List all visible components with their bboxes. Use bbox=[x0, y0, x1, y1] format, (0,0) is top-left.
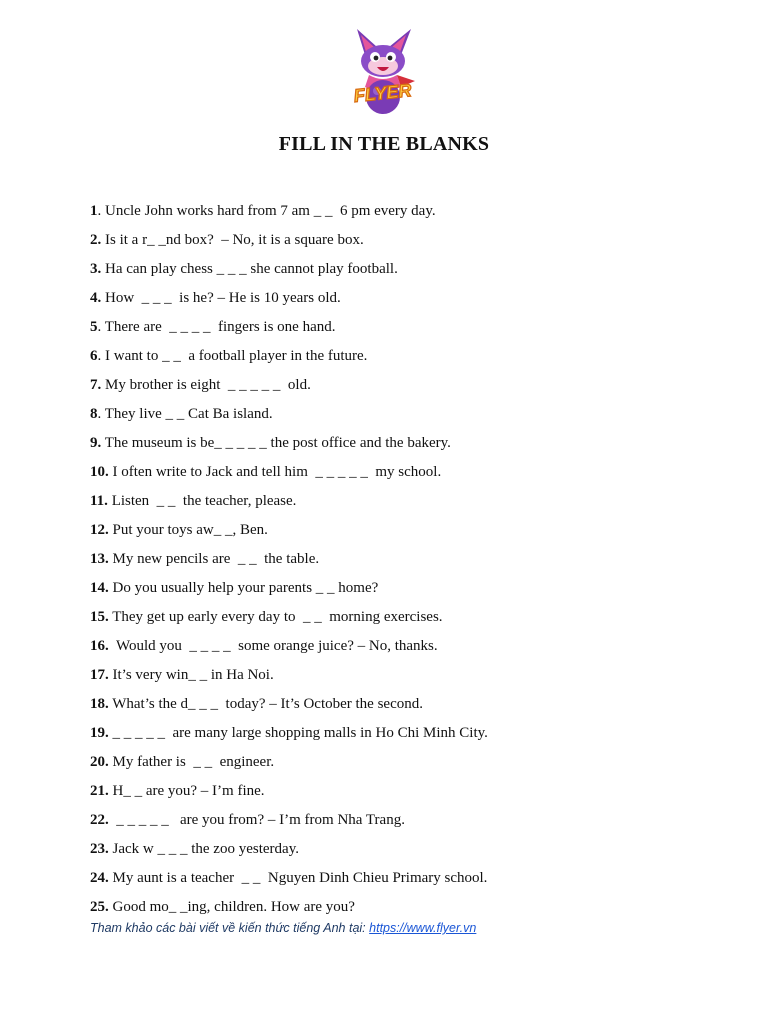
question-number: 6 bbox=[90, 348, 98, 364]
question-item bbox=[90, 200, 750, 229]
question-number: 5 bbox=[90, 319, 98, 335]
question-item bbox=[90, 809, 750, 838]
question-item bbox=[90, 751, 750, 780]
question-separator: . bbox=[97, 348, 105, 364]
question-number: 15. bbox=[90, 609, 109, 625]
question-number: 16. bbox=[90, 638, 109, 654]
question-item bbox=[90, 548, 750, 577]
question-text: Listen _ _ the teacher, please. bbox=[111, 493, 297, 509]
question-item bbox=[90, 780, 750, 809]
flyer-logo bbox=[335, 25, 431, 121]
question-item bbox=[90, 345, 750, 374]
question-number: 12. bbox=[90, 522, 109, 538]
question-number: 3. bbox=[90, 261, 102, 277]
question-text: H_ _ are you? – I’m fine. bbox=[112, 783, 265, 799]
question-item bbox=[90, 519, 750, 548]
question-item bbox=[90, 461, 750, 490]
question-text: I want to _ _ a football player in the future. bbox=[105, 348, 368, 364]
question-separator bbox=[109, 638, 116, 654]
question-number: 18. bbox=[90, 696, 109, 712]
question-text: How _ _ _ is he? – He is 10 years old. bbox=[105, 290, 341, 306]
flyer-mascot-icon bbox=[335, 25, 431, 121]
question-text: Put your toys aw_ _, Ben. bbox=[112, 522, 268, 538]
question-number: 25. bbox=[90, 899, 109, 915]
question-item bbox=[90, 577, 750, 606]
question-text: The museum is be_ _ _ _ _ the post office and the bakery. bbox=[104, 435, 451, 451]
question-text: They live _ _ Cat Ba island. bbox=[104, 406, 273, 422]
question-number: 9. bbox=[90, 435, 102, 451]
question-number: 23. bbox=[90, 841, 109, 857]
question-separator: . bbox=[97, 319, 105, 335]
question-text: _ _ _ _ _ are many large shopping malls in Ho Chi Minh City. bbox=[112, 725, 488, 741]
question-text: My aunt is a teacher _ _ Nguyen Dinh Chieu Primary school. bbox=[112, 870, 488, 886]
question-text: I often write to Jack and tell him _ _ _ _ _ my school. bbox=[112, 464, 442, 480]
question-text: Is it a r_ _nd box? – No, it is a square box. bbox=[105, 232, 364, 248]
question-number: 22. bbox=[90, 812, 109, 828]
question-number: 10. bbox=[90, 464, 109, 480]
question-text: What’s the d_ _ _ today? – It’s October the second. bbox=[112, 696, 423, 712]
question-number: 2. bbox=[90, 232, 102, 248]
question-text: My new pencils are _ _ the table. bbox=[112, 551, 320, 567]
question-text: Do you usually help your parents _ _ home? bbox=[112, 580, 379, 596]
question-number: 24. bbox=[90, 870, 109, 886]
question-text: Would you _ _ _ _ some orange juice? – No, thanks. bbox=[115, 638, 438, 654]
question-text: There are _ _ _ _ fingers is one hand. bbox=[104, 319, 336, 335]
question-number: 7. bbox=[90, 377, 102, 393]
logo-wordmark: FLYER bbox=[352, 80, 413, 106]
question-item bbox=[90, 693, 750, 722]
question-text: They get up early every day to _ _ morning exercises. bbox=[112, 609, 443, 625]
question-item bbox=[90, 635, 750, 664]
question-item bbox=[90, 722, 750, 751]
question-text: Good mo_ _ing, children. How are you? bbox=[112, 899, 355, 915]
flyer-website-link[interactable]: https://www.flyer.vn bbox=[369, 921, 477, 935]
question-text: _ _ _ _ _ are you from? – I’m from Nha Trang. bbox=[116, 812, 405, 828]
question-separator: . bbox=[97, 406, 105, 422]
question-number: 20. bbox=[90, 754, 109, 770]
question-text: It’s very win_ _ in Ha Noi. bbox=[112, 667, 274, 683]
question-number: 19. bbox=[90, 725, 109, 741]
question-item bbox=[90, 490, 750, 519]
question-number: 11. bbox=[90, 493, 108, 509]
question-number: 13. bbox=[90, 551, 109, 567]
worksheet-title: FILL IN THE BLANKS bbox=[278, 133, 490, 155]
question-item bbox=[90, 287, 750, 316]
question-item bbox=[90, 316, 750, 345]
question-text: My father is _ _ engineer. bbox=[112, 754, 275, 770]
question-number: 4. bbox=[90, 290, 102, 306]
question-number: 1 bbox=[90, 203, 98, 219]
question-text: Jack w _ _ _ the zoo yesterday. bbox=[112, 841, 299, 857]
question-number: 21. bbox=[90, 783, 109, 799]
question-item bbox=[90, 403, 750, 432]
question-item bbox=[90, 867, 750, 896]
question-separator: . bbox=[97, 203, 105, 219]
question-text: Ha can play chess _ _ _ she cannot play football. bbox=[105, 261, 398, 277]
question-item bbox=[90, 664, 750, 693]
footer-text: Tham khảo các bài viết về kiến thức tiếng Anh tại: bbox=[90, 921, 370, 935]
question-number: 14. bbox=[90, 580, 109, 596]
question-number: 17. bbox=[90, 667, 109, 683]
question-item bbox=[90, 374, 750, 403]
question-item bbox=[90, 229, 750, 258]
question-number: 8 bbox=[90, 406, 98, 422]
question-list bbox=[90, 200, 750, 925]
question-item bbox=[90, 432, 750, 461]
question-item bbox=[90, 838, 750, 867]
question-item bbox=[90, 258, 750, 287]
question-text: Uncle John works hard from 7 am _ _ 6 pm every day. bbox=[105, 203, 436, 219]
question-text: My brother is eight _ _ _ _ _ old. bbox=[105, 377, 311, 393]
footer-note bbox=[90, 921, 476, 935]
question-item bbox=[90, 606, 750, 635]
